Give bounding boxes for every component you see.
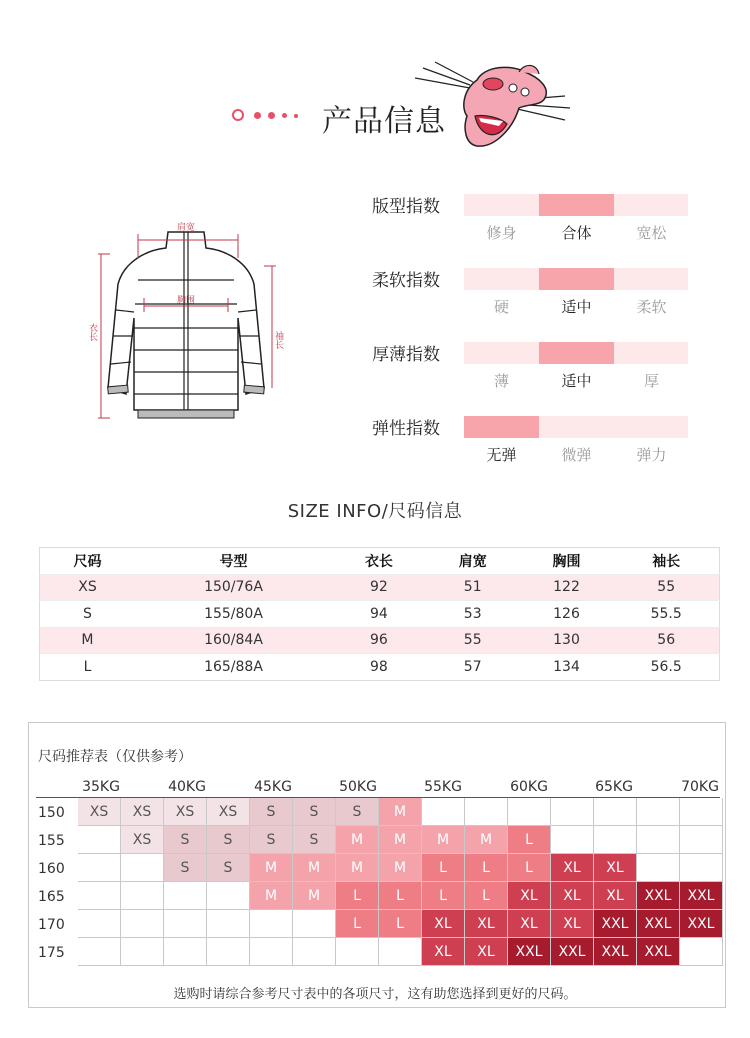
- grid-cell: M: [250, 854, 293, 882]
- grid-cell: XXL: [594, 938, 637, 966]
- index-row: [372, 266, 692, 336]
- grid-cell: XS: [164, 798, 207, 826]
- grid-cell: XXL: [637, 938, 680, 966]
- index-option: 厚: [643, 372, 659, 390]
- grid-cell: XL: [422, 938, 465, 966]
- grid-cell: XL: [508, 882, 551, 910]
- grid-cell: [680, 798, 723, 826]
- table-cell: 165/88A: [135, 654, 332, 681]
- table-cell: 55.5: [613, 601, 719, 628]
- table-cell: 94: [332, 601, 426, 628]
- index-bar: [464, 416, 688, 438]
- grid-cell: XL: [465, 938, 508, 966]
- grid-cell: [637, 854, 680, 882]
- index-segment: [464, 342, 539, 364]
- page-title: 产品信息: [322, 104, 446, 139]
- grid-cell: XS: [78, 798, 121, 826]
- grid-cell: XL: [551, 854, 594, 882]
- grid-cell: [293, 910, 336, 938]
- size-table-header-cell: 号型: [219, 553, 248, 570]
- height-label: 160: [38, 861, 65, 877]
- index-bar: [464, 194, 688, 216]
- index-option: 修身: [486, 224, 517, 242]
- grid-cell: L: [508, 826, 551, 854]
- grid-cell: XXL: [551, 938, 594, 966]
- grid-cell: [594, 798, 637, 826]
- grid-cell: L: [379, 910, 422, 938]
- jacket-diagram: [86, 218, 286, 428]
- grid-cell: [379, 938, 422, 966]
- table-cell: 160/84A: [135, 627, 332, 654]
- index-option: 弹力: [636, 446, 667, 464]
- grid-cell: [78, 938, 121, 966]
- index-name: 版型指数: [372, 197, 440, 217]
- grid-cell: [78, 826, 121, 854]
- grid-cell: XL: [422, 910, 465, 938]
- height-label: 175: [38, 945, 65, 961]
- grid-cell: [78, 910, 121, 938]
- grid-cell: [680, 854, 723, 882]
- size-table-header-cell: 胸围: [552, 553, 581, 570]
- index-option: 宽松: [636, 224, 667, 242]
- sleeve-label: 袖长: [273, 331, 283, 349]
- grid-cell: [680, 938, 723, 966]
- table-cell: 92: [332, 574, 426, 601]
- index-bar: [464, 342, 688, 364]
- size-info-title: SIZE INFO/尺码信息: [287, 501, 463, 522]
- weight-label: 50KG: [339, 779, 377, 795]
- index-segment: [539, 416, 614, 438]
- grid-cell: XXL: [594, 910, 637, 938]
- grid-cell: XS: [121, 798, 164, 826]
- index-option: 适中: [561, 372, 592, 390]
- index-option: 硬: [493, 298, 509, 316]
- chest-label: 胸围: [176, 296, 196, 306]
- grid-cell: S: [250, 798, 293, 826]
- grid-cell: [121, 910, 164, 938]
- size-table: [39, 547, 720, 681]
- size-table-header-cell: 衣长: [364, 553, 393, 570]
- table-row: [40, 601, 720, 628]
- grid-cell: [164, 938, 207, 966]
- grid-cell: [336, 938, 379, 966]
- table-cell: 126: [520, 601, 614, 628]
- grid-cell: [78, 854, 121, 882]
- index-segment: [614, 194, 689, 216]
- grid-cell: [164, 910, 207, 938]
- weight-label: 45KG: [254, 779, 292, 795]
- grid-cell: S: [207, 826, 250, 854]
- table-cell: 130: [520, 627, 614, 654]
- index-name: 柔软指数: [372, 271, 440, 291]
- grid-cell: [78, 882, 121, 910]
- table-cell: 98: [332, 654, 426, 681]
- table-cell: 122: [520, 574, 614, 601]
- grid-cell: M: [422, 826, 465, 854]
- grid-cell: [293, 938, 336, 966]
- table-cell: 56: [613, 627, 719, 654]
- table-row: [40, 654, 720, 681]
- grid-cell: [207, 910, 250, 938]
- grid-cell: [164, 882, 207, 910]
- grid-cell: S: [293, 798, 336, 826]
- index-name: 厚薄指数: [372, 345, 440, 365]
- index-segment-selected: [464, 416, 539, 438]
- grid-cell: M: [293, 854, 336, 882]
- table-cell: 55: [426, 627, 520, 654]
- height-label: 170: [38, 917, 65, 933]
- table-cell: 55: [613, 574, 719, 601]
- index-segment: [464, 268, 539, 290]
- recommendation-note: 选购时请综合参考尺寸表中的各项尺寸，这有助您选择到更好的尺码。: [173, 987, 577, 1002]
- grid-cell: S: [250, 826, 293, 854]
- grid-cell: L: [465, 882, 508, 910]
- grid-cell: [637, 826, 680, 854]
- grid-cell: L: [336, 910, 379, 938]
- grid-cell: XL: [594, 854, 637, 882]
- grid-cell: S: [336, 798, 379, 826]
- grid-cell: M: [379, 798, 422, 826]
- index-name: 弹性指数: [372, 419, 440, 439]
- grid-cell: [465, 798, 508, 826]
- grid-cell: L: [508, 854, 551, 882]
- grid-cell: XL: [465, 910, 508, 938]
- grid-cell: XXL: [680, 882, 723, 910]
- index-bar: [464, 268, 688, 290]
- weight-label: 60KG: [510, 779, 548, 795]
- size-table-header-cell: 袖长: [652, 553, 681, 570]
- index-option: 适中: [561, 298, 592, 316]
- grid-cell: [121, 938, 164, 966]
- grid-cell: [508, 798, 551, 826]
- grid-cell: XXL: [680, 910, 723, 938]
- grid-cell: XL: [551, 882, 594, 910]
- shoulder-label: 肩宽: [176, 223, 196, 233]
- table-cell: L: [40, 654, 135, 681]
- grid-cell: M: [379, 826, 422, 854]
- grid-cell: [594, 826, 637, 854]
- grid-cell: XXL: [637, 910, 680, 938]
- table-cell: 150/76A: [135, 574, 332, 601]
- size-table-header-cell: 肩宽: [458, 553, 487, 570]
- grid-cell: M: [336, 854, 379, 882]
- table-cell: 51: [426, 574, 520, 601]
- index-segment: [614, 342, 689, 364]
- table-cell: 57: [426, 654, 520, 681]
- table-cell: M: [40, 627, 135, 654]
- grid-cell: L: [422, 854, 465, 882]
- height-label: 165: [38, 889, 65, 905]
- size-table-header-cell: 尺码: [73, 553, 102, 570]
- grid-cell: [551, 826, 594, 854]
- table-cell: 155/80A: [135, 601, 332, 628]
- grid-cell: XL: [551, 910, 594, 938]
- index-option: 无弹: [486, 446, 517, 464]
- weight-label: 35KG: [82, 779, 120, 795]
- grid-cell: S: [207, 854, 250, 882]
- grid-cell: XXL: [637, 882, 680, 910]
- index-option: 合体: [561, 224, 592, 242]
- table-cell: 134: [520, 654, 614, 681]
- grid-cell: [250, 938, 293, 966]
- grid-cell: M: [379, 854, 422, 882]
- grid-cell: L: [379, 882, 422, 910]
- grid-cell: [551, 798, 594, 826]
- weight-label: 65KG: [595, 779, 633, 795]
- grid-cell: S: [164, 826, 207, 854]
- grid-cell: M: [465, 826, 508, 854]
- index-option: 薄: [493, 372, 509, 390]
- grid-cell: M: [293, 882, 336, 910]
- grid-cell: [121, 882, 164, 910]
- index-segment-selected: [539, 194, 614, 216]
- index-segment: [464, 194, 539, 216]
- grid-cell: XL: [594, 882, 637, 910]
- grid-cell: [207, 882, 250, 910]
- grid-cell: S: [293, 826, 336, 854]
- index-option: 微弹: [561, 446, 592, 464]
- decorative-dots: [232, 108, 312, 122]
- grid-cell: L: [336, 882, 379, 910]
- grid-cell: [121, 854, 164, 882]
- grid-cell: M: [336, 826, 379, 854]
- table-cell: S: [40, 601, 135, 628]
- index-row: [372, 192, 692, 262]
- weight-label: 40KG: [168, 779, 206, 795]
- index-segment: [614, 268, 689, 290]
- height-label: 150: [38, 805, 65, 821]
- grid-cell: [250, 910, 293, 938]
- length-label: 衣长: [87, 323, 97, 341]
- grid-cell: [637, 798, 680, 826]
- table-cell: 53: [426, 601, 520, 628]
- grid-cell: [680, 826, 723, 854]
- grid-cell: [422, 798, 465, 826]
- index-segment: [614, 416, 689, 438]
- table-cell: XS: [40, 574, 135, 601]
- recommendation-title: 尺码推荐表（仅供参考）: [38, 749, 192, 765]
- table-row: [40, 574, 720, 601]
- index-option: 柔软: [636, 298, 667, 316]
- grid-cell: XXL: [508, 938, 551, 966]
- pink-panther-icon: [415, 58, 575, 158]
- grid-cell: XL: [508, 910, 551, 938]
- weight-label: 70KG: [681, 779, 719, 795]
- grid-cell: XS: [121, 826, 164, 854]
- table-cell: 96: [332, 627, 426, 654]
- size-table-header: [40, 548, 720, 575]
- index-row: [372, 414, 692, 484]
- grid-cell: M: [250, 882, 293, 910]
- grid-cell: XS: [207, 798, 250, 826]
- table-row: [40, 627, 720, 654]
- grid-cell: L: [422, 882, 465, 910]
- height-label: 155: [38, 833, 65, 849]
- index-segment-selected: [539, 268, 614, 290]
- weight-label: 55KG: [424, 779, 462, 795]
- index-segment-selected: [539, 342, 614, 364]
- grid-cell: S: [164, 854, 207, 882]
- grid-cell: L: [465, 854, 508, 882]
- table-cell: 56.5: [613, 654, 719, 681]
- index-row: [372, 340, 692, 410]
- grid-cell: [207, 938, 250, 966]
